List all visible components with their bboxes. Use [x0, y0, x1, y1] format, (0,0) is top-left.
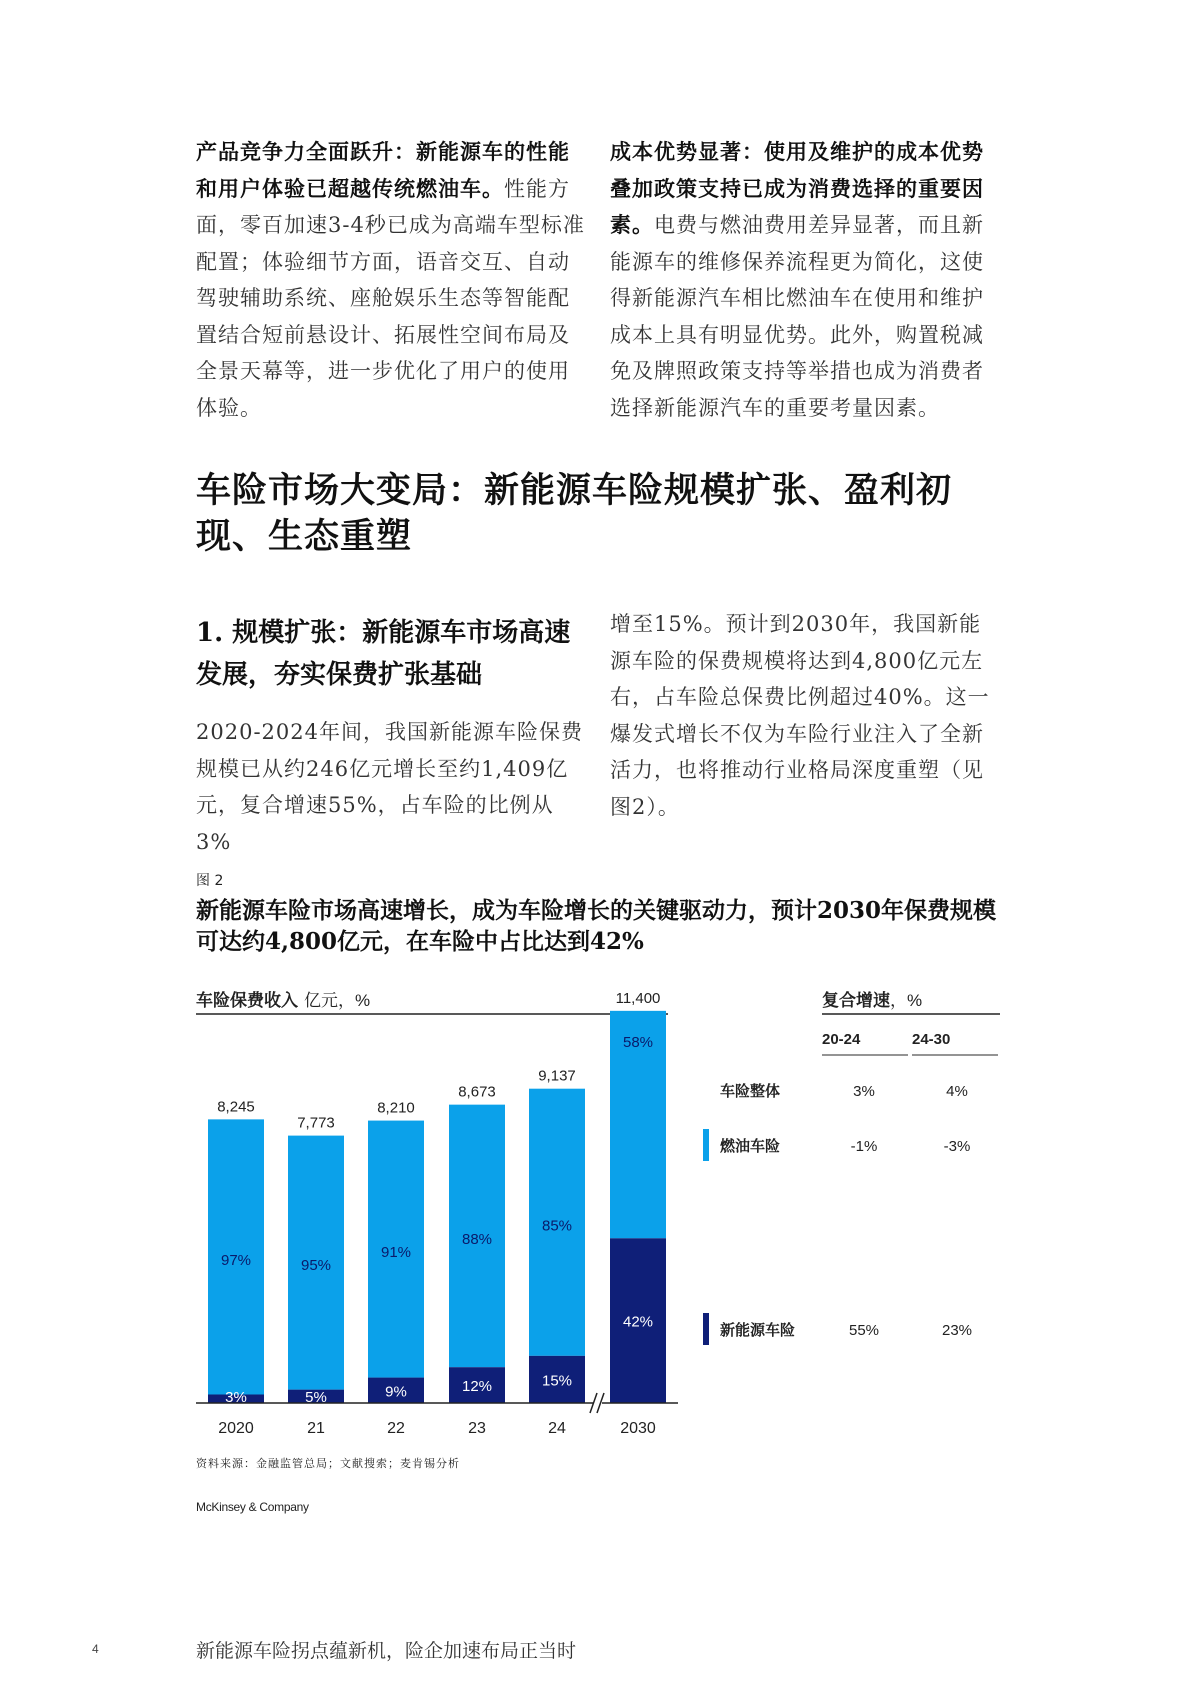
total-label-2030: 11,400 — [615, 989, 661, 1007]
cagr-value-0-1: 4% — [946, 1083, 968, 1100]
source-note: 资料来源：金融监管总局；文献搜索；麦肯锡分析 — [196, 1457, 460, 1470]
figure-title: 新能源车险市场高速增长，成为车险增长的关键驱动力，预计2030年保费规模可达约4,800亿元，在车险中占比达到42% — [196, 897, 997, 955]
cagr-row-marker-2 — [703, 1313, 709, 1345]
y-axis-label-unit: 亿元，% — [304, 991, 371, 1010]
ice-share-label-24: 85% — [541, 1217, 573, 1235]
ice-share-label-23: 88% — [461, 1230, 493, 1248]
col-l1-body: 性能方面，零百加速3-4秒已成为高端车型标准配置；体验细节方面，语音交互、自动驾驶辅助系统、座舱娱乐生态等智能配置结合短前悬设计、拓展性空间布局及全景天幕等，进一步优化了用户的使用体验。 — [196, 176, 585, 420]
nev-share-label-23: 12% — [461, 1378, 493, 1396]
total-label-24: 9,137 — [538, 1067, 576, 1085]
cagr-row-name-2: 新能源车险 — [720, 1321, 796, 1339]
x-tick-21: 21 — [307, 1420, 325, 1437]
footer-title: 新能源车险拐点蕴新机，险企加速布局正当时 — [196, 1640, 577, 1662]
x-tick-2020: 2020 — [218, 1420, 254, 1437]
cagr-value-2-0: 55% — [848, 1322, 880, 1339]
cagr-title-bold: 复合增速 — [822, 991, 890, 1011]
cagr-value-1-1: -3% — [943, 1138, 971, 1155]
x-tick-24: 24 — [548, 1420, 566, 1437]
col-r1-lead: 成本优势显著：使用及维护的成本优势叠加政策支持已成为消费选择的重要因素。 — [610, 139, 984, 237]
ice-share-label-22: 91% — [380, 1243, 412, 1261]
x-tick-23: 23 — [468, 1420, 486, 1437]
col-l2-body: 2020-2024年间，我国新能源车险保费规模已从约246亿元增长至约1,409亿元，复合增速55%，占车险的比例从3% — [196, 720, 583, 854]
total-label-22: 8,210 — [377, 1099, 415, 1117]
nev-share-label-22: 9% — [385, 1383, 407, 1401]
page-number: 4 — [92, 1642, 99, 1656]
cagr-title-unit: ，% — [890, 991, 923, 1010]
cagr-col-header-0: 20-24 — [822, 1031, 861, 1048]
ice-share-label-2020: 97% — [220, 1252, 252, 1270]
cagr-value-1-0: -1% — [850, 1138, 878, 1155]
col-r1-body: 电费与燃油费用差异显著，而且新能源车的维修保养流程更为简化，这使得新能源汽车相比燃油车在使用和维护成本上具有明显优势。此外，购置税减免及牌照政策支持等举措也成为消费者选择新能源汽车的重要考量因素。 — [610, 213, 984, 420]
x-tick-2030: 2030 — [620, 1420, 656, 1437]
total-label-21: 7,773 — [297, 1114, 335, 1132]
nev-share-label-2020: 3% — [225, 1389, 247, 1406]
total-label-2020: 8,245 — [217, 1098, 255, 1116]
brand-name: McKinsey & Company — [196, 1500, 309, 1514]
y-axis-label — [196, 990, 370, 1011]
ice-share-label-21: 95% — [300, 1257, 332, 1275]
cagr-row-marker-1 — [703, 1129, 709, 1161]
cagr-row-name-1: 燃油车险 — [720, 1137, 781, 1155]
cagr-value-0-0: 3% — [853, 1083, 875, 1100]
figure-label: 图 2 — [196, 873, 224, 889]
nev-share-label-21: 5% — [305, 1389, 327, 1406]
total-label-23: 8,673 — [458, 1083, 496, 1101]
y-axis-label-bold: 车险保费收入 — [196, 991, 298, 1011]
sub-heading: 1. 规模扩张：新能源车市场高速发展，夯实保费扩张基础 — [196, 618, 571, 690]
col-l1-lead: 产品竞争力全面跃升：新能源车的性能和用户体验已超越传统燃油车。 — [196, 139, 570, 201]
col-r2-body: 增至15%。预计到2030年，我国新能源车险的保费规模将达到4,800亿元左右，占车险总保费比例超过40%。这一爆发式增长不仅为车险行业注入了全新活力，也将推动行业格局深度重塑（见图2）。 — [610, 612, 990, 819]
cagr-title — [822, 990, 922, 1011]
cagr-col-header-1: 24-30 — [912, 1031, 951, 1048]
cagr-value-2-1: 23% — [941, 1322, 973, 1339]
cagr-row-name-0: 车险整体 — [720, 1082, 781, 1100]
ice-share-label-2030: 58% — [622, 1033, 654, 1051]
nev-share-label-2030: 42% — [622, 1313, 654, 1331]
section-title: 车险市场大变局：新能源车险规模扩张、盈利初现、生态重塑 — [196, 470, 953, 557]
x-tick-22: 22 — [387, 1420, 405, 1437]
nev-share-label-24: 15% — [541, 1372, 573, 1390]
